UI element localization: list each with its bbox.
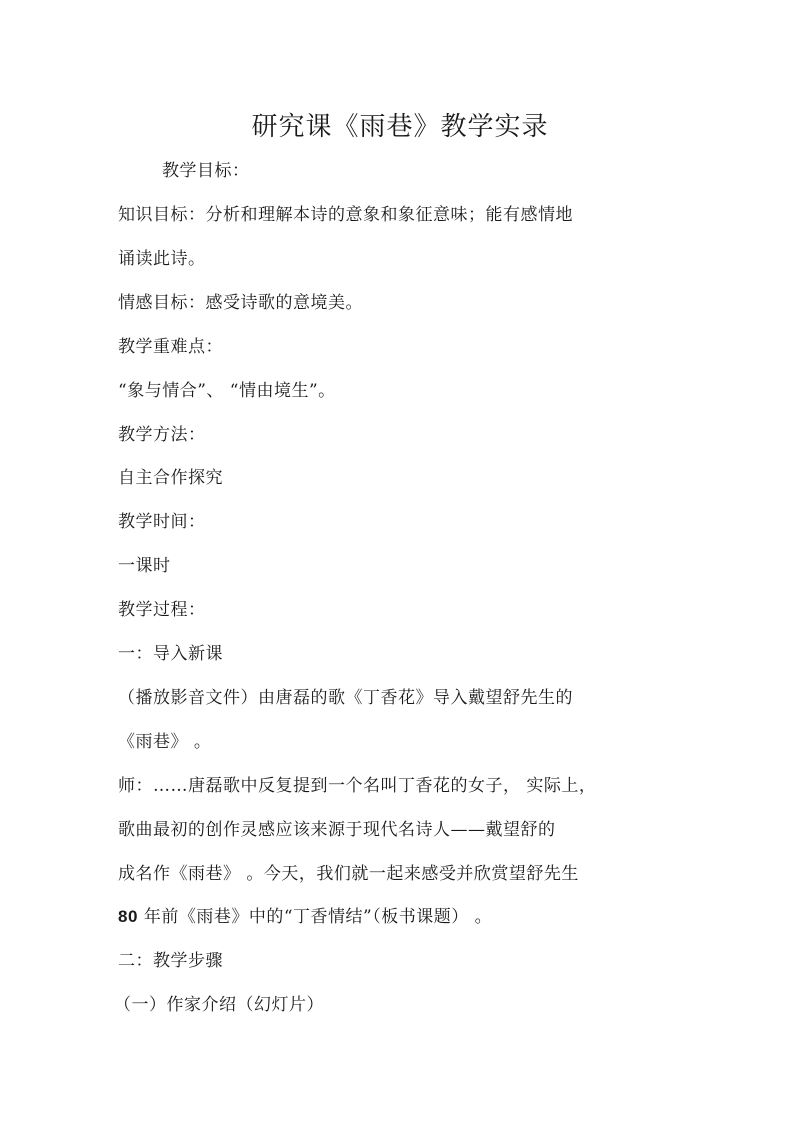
text-line: 教学方法： — [118, 425, 206, 445]
text-line — [118, 905, 492, 929]
text-line: 诵读此诗。 — [118, 249, 206, 269]
text-line: “象与情合”、 “情由境生”。 — [118, 381, 336, 401]
text-line: （一）作家介绍（幻灯片） — [114, 995, 324, 1015]
text-line: 成名作《雨巷》 。今天，我们就一起来感受并欣赏望舒先生 — [118, 864, 579, 884]
text-line: （播放影音文件）由唐磊的歌《丁香花》导入戴望舒先生的 — [118, 688, 573, 708]
text-line: 歌曲最初的创作灵感应该来源于现代名诗人——戴望舒的 — [118, 820, 556, 840]
text-line: 教学时间： — [118, 512, 206, 532]
text-line: 二：教学步骤 — [118, 951, 223, 971]
text-line: 一课时 — [118, 556, 171, 576]
text-line: 教学过程： — [118, 600, 206, 620]
text-line: 情感目标：感受诗歌的意境美。 — [118, 293, 363, 313]
text-line-rest: 年前《雨巷》中的“丁香情结”（板书课题） 。 — [143, 907, 493, 927]
text-line: 自主合作探究 — [118, 468, 223, 488]
year-number: 80 — [118, 907, 138, 926]
text-line: 教学重难点： — [118, 337, 223, 357]
text-line: 一：导入新课 — [118, 644, 223, 664]
text-line: 教学目标： — [162, 161, 250, 181]
text-line: 师：……唐磊歌中反复提到一个名叫丁香花的女子， 实际上， — [118, 776, 597, 796]
text-line: 《雨巷》 。 — [118, 732, 212, 752]
text-line: 知识目标：分析和理解本诗的意象和象征意味；能有感情地 — [118, 205, 573, 225]
document-title: 研究课《雨巷》教学实录 — [251, 112, 549, 142]
